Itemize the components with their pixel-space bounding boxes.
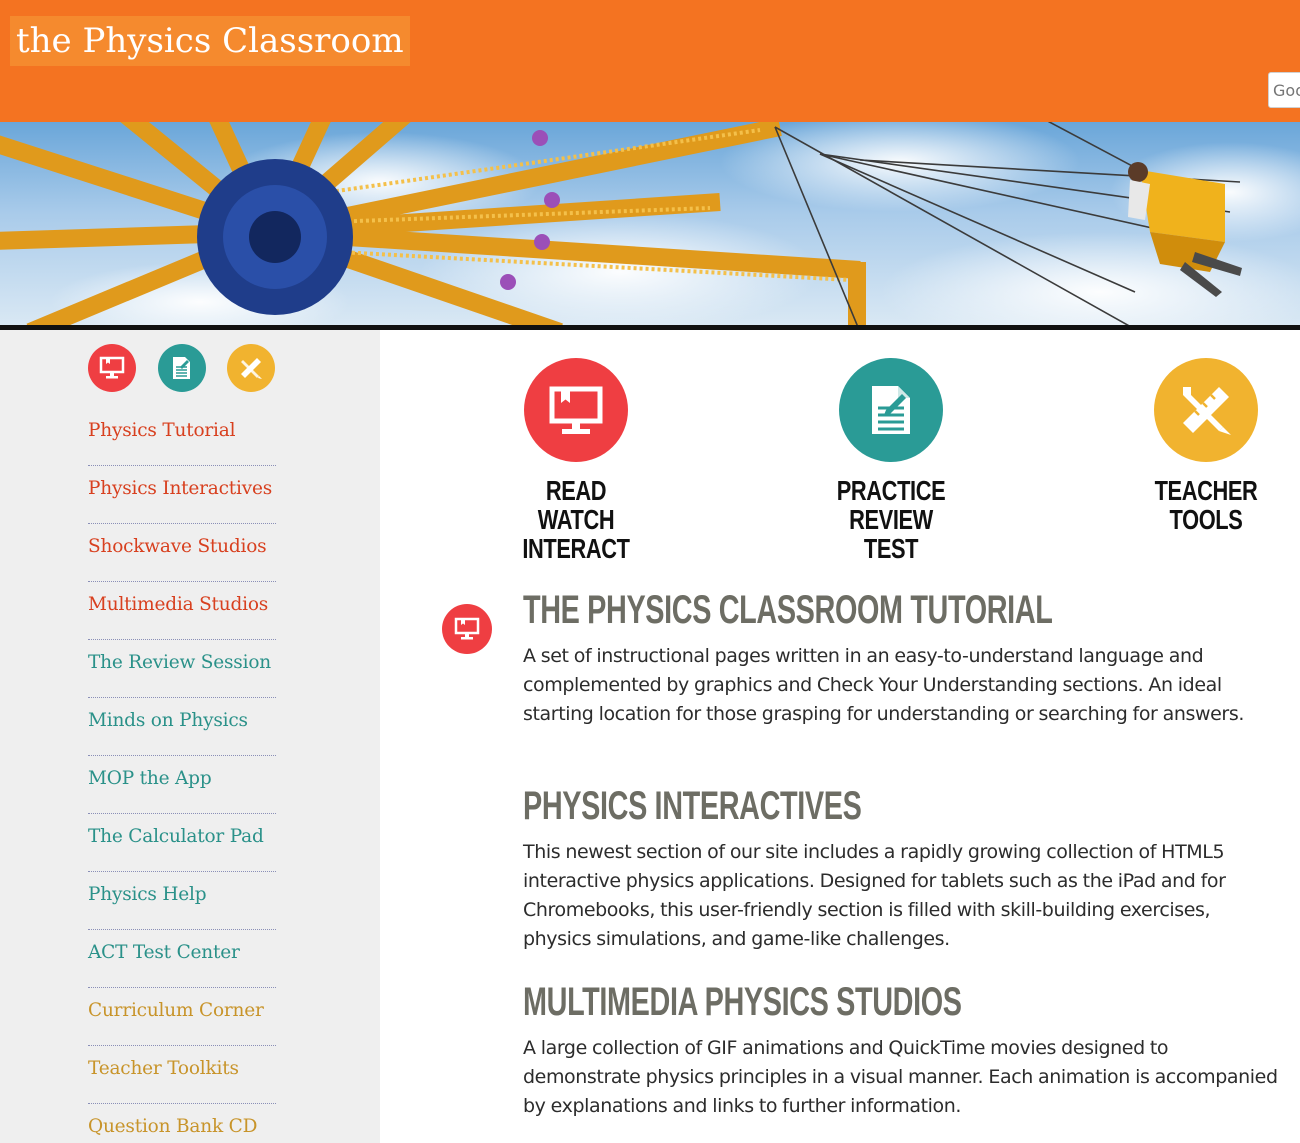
sidebar-item	[88, 872, 276, 930]
monitor-icon[interactable]	[88, 344, 136, 392]
ruler-pencil-icon[interactable]	[1154, 358, 1258, 462]
feature-teacher-tools[interactable]	[1106, 358, 1300, 534]
feature-label	[1128, 476, 1284, 534]
sidebar	[0, 330, 380, 1143]
sidebar-item	[88, 524, 276, 582]
site-logo[interactable]: the Physics Classroom	[10, 16, 410, 66]
feature-line: TEST	[863, 533, 919, 564]
sidebar-item	[88, 582, 276, 640]
sidebar-item	[88, 988, 276, 1046]
sidebar-link[interactable]: Physics Tutorial	[88, 420, 236, 441]
sidebar-link[interactable]: Physics Help	[88, 884, 207, 905]
document-pencil-icon[interactable]	[839, 358, 943, 462]
feature-line: REVIEW	[849, 504, 933, 535]
sidebar-nav	[88, 408, 276, 1143]
sidebar-link[interactable]: Physics Interactives	[88, 478, 273, 499]
sidebar-link[interactable]: ACT Test Center	[88, 942, 240, 963]
sidebar-item	[88, 698, 276, 756]
sidebar-link[interactable]: Curriculum Corner	[88, 1000, 264, 1021]
sidebar-item	[88, 408, 276, 466]
sidebar-link[interactable]: The Calculator Pad	[88, 826, 264, 847]
section-description: This newest section of our site includes a rapidly growing collection of HTML5 interactive physics applications. Designed for tablets such as the iPad and for Chromebooks, this user-friendly section is filled with skill-building exercises, physics simulations, and game-like challenges.	[523, 841, 1226, 950]
feature-line: TOOLS	[1169, 504, 1243, 535]
section-title[interactable]: PHYSICS INTERACTIVES	[523, 784, 862, 828]
sidebar-item	[88, 640, 276, 698]
swing-ride-illustration	[0, 122, 1300, 325]
monitor-icon[interactable]	[442, 604, 492, 654]
sidebar-link[interactable]: MOP the App	[88, 768, 212, 789]
sidebar-link[interactable]: Question Bank CD	[88, 1116, 258, 1137]
section-description: A set of instructional pages written in an easy-to-understand language and complemented by graphics and Check Your Understanding sections. An ideal starting location for those grasping for understanding or searching for answers.	[523, 645, 1244, 725]
banner-image	[0, 122, 1300, 325]
section-interactives	[523, 784, 1283, 954]
sidebar-link[interactable]: Teacher Toolkits	[88, 1058, 239, 1079]
section-title[interactable]: MULTIMEDIA PHYSICS STUDIOS	[523, 980, 962, 1024]
feature-line: READ	[545, 475, 607, 506]
sidebar-item	[88, 814, 276, 872]
section-tutorial	[523, 588, 1283, 729]
sidebar-item	[88, 756, 276, 814]
sidebar-link[interactable]: Multimedia Studios	[88, 594, 269, 615]
sidebar-item	[88, 1046, 276, 1104]
sidebar-item	[88, 930, 276, 988]
feature-label	[498, 476, 654, 563]
section-title[interactable]: THE PHYSICS CLASSROOM TUTORIAL	[523, 588, 1053, 632]
main-content	[380, 330, 1300, 1143]
section-description: A large collection of GIF animations and QuickTime movies designed to demonstrate physics principles in a visual manner. Each animation is accompanied by explanations and links to further information.	[523, 1037, 1278, 1117]
feature-read-watch-interact[interactable]	[476, 358, 676, 563]
feature-line: WATCH	[537, 504, 615, 535]
sidebar-link[interactable]: Minds on Physics	[88, 710, 248, 731]
sidebar-item	[88, 466, 276, 524]
feature-line: INTERACT	[522, 533, 630, 564]
sidebar-item	[88, 1104, 276, 1143]
sidebar-link[interactable]: The Review Session	[88, 652, 271, 673]
site-header	[0, 0, 1300, 122]
feature-line: TEACHER	[1154, 475, 1258, 506]
search-input[interactable]	[1269, 73, 1300, 107]
monitor-icon[interactable]	[524, 358, 628, 462]
sidebar-link[interactable]: Shockwave Studios	[88, 536, 267, 557]
search-box[interactable]	[1268, 72, 1300, 108]
feature-practice-review-test[interactable]	[791, 358, 991, 563]
feature-line: PRACTICE	[836, 475, 946, 506]
feature-label	[813, 476, 969, 563]
document-pencil-icon[interactable]	[158, 344, 206, 392]
ruler-pencil-icon[interactable]	[227, 344, 275, 392]
section-multimedia	[523, 980, 1283, 1121]
